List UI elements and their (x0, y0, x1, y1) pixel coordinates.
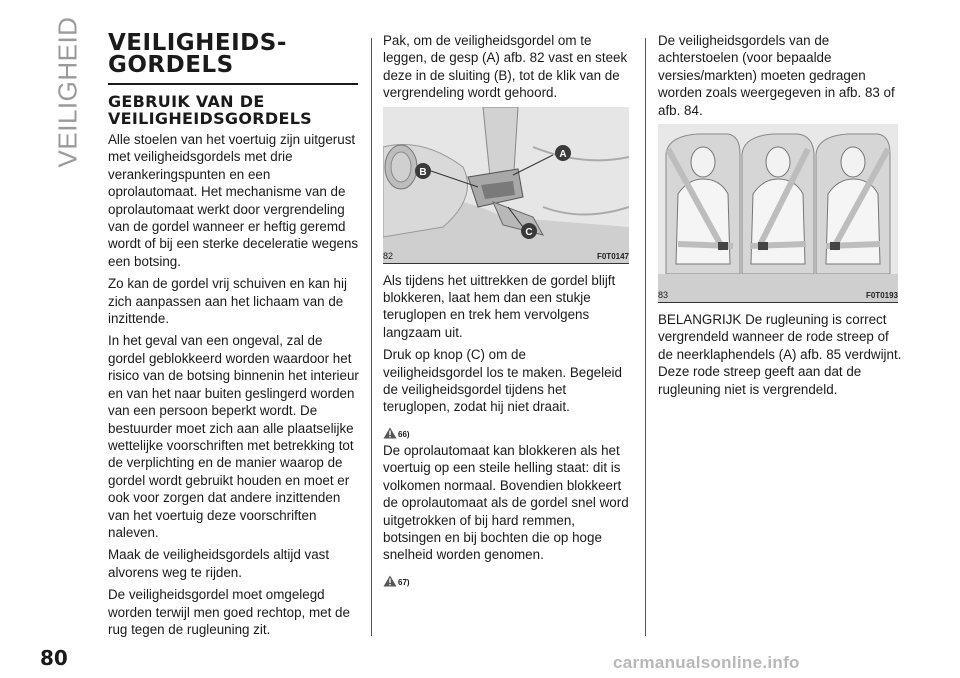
paragraph: Als tijdens het uittrekken de gordel blijft blokkeren, laat hem dan een stukje teruglopen en trek hem vervolgens langzaam uit. (383, 272, 616, 340)
section-side-tab-label: VEILIGHEID (52, 16, 83, 168)
page-title-line1: VEILIGHEIDS- (108, 30, 287, 56)
warning-ref-label: 67) (398, 577, 410, 587)
column-1 (108, 32, 360, 643)
section-heading-line1: GEBRUIK VAN DE (108, 92, 265, 111)
figure-code: F0T0147 (596, 251, 629, 261)
warning-triangle-icon (383, 427, 397, 439)
figure-number: 83 (658, 290, 669, 301)
paragraph: Maak de veiligheidsgordels altijd vast alvorens weg te rijden. (108, 547, 330, 580)
column-divider (645, 38, 646, 636)
callout-a-label: A (559, 148, 567, 160)
section-heading-line2: VEILIGHEIDSGORDELS (108, 109, 313, 128)
section-heading (108, 93, 360, 127)
warning-reference-67 (383, 569, 629, 587)
paragraph: De oprolautomaat kan blokkeren als het voertuig op een steile helling staat: dit is volkomen normaal. Bovendien blokkeert de oprolautomaat als de gordel snel word uitgetrokken of bij hard remmen, botsingen en bij bochten die op hoge snelheid worden genomen. (383, 442, 629, 563)
column-divider (371, 38, 372, 636)
figure-83 (658, 124, 898, 303)
rear-seats-illustration (658, 124, 898, 302)
page-title-line2: GORDELS (108, 52, 234, 78)
page-title (108, 32, 360, 76)
paragraph: Pak, om de veiligheidsgordel om te leggen, de gesp (A) afb. 82 vast en steek deze in de sluiting (B), tot de klik van de vergrendeling wordt gehoord. (383, 33, 628, 101)
warning-ref-label: 66) (398, 429, 410, 439)
page-number: 80 (40, 646, 68, 670)
watermark: carmanualsonline.info (613, 653, 800, 672)
title-rule (108, 83, 358, 85)
column-3 (658, 32, 904, 403)
paragraph: De veiligheidsgordel moet omgelegd worden terwijl men goed rechtop, met de rug tegen de rugleuning zit. (108, 587, 350, 637)
figure-82 (383, 107, 629, 264)
paragraph: In het geval van een ongeval, zal de gordel geblokkeerd worden waardoor het risico van de botsing binnenin het interieur en van het naar buiten geslingerd worden van een persoon beperkt wordt. De bestuurder moet zich aan alle plaatselijke wettelijke voorschriften met betrekking tot de verplichting en de manier waarop de gordel wordt gebruikt houden en moet er ook voor zorgen dat andere inzittenden van het voertuig deze voorschriften naleven. (108, 333, 359, 540)
callout-c-label: C (525, 226, 533, 238)
column-2 (383, 32, 629, 590)
paragraph: Zo kan de gordel vrij schuiven en kan hij zich aanpassen aan het lichaam van de inzittende. (108, 276, 347, 327)
paragraph: Alle stoelen van het voertuig zijn uitgerust met veiligheidsgordels met drie verankeringspunten en een oprolautomaat. Het mechanisme van de oprolautomaat werkt door vergrendeling van de gordel wanneer er heftig geremd wordt of bij een sterke deceleratie wegens een botsing. (108, 132, 359, 269)
warning-triangle-icon (383, 575, 397, 587)
figure-code: F0T0193 (865, 291, 898, 301)
figure-number: 82 (383, 250, 394, 261)
warning-reference-66 (383, 421, 629, 439)
section-side-tab (52, 16, 83, 168)
paragraph: Druk op knop (C) om de veiligheidsgordel los te maken. Begeleid de veiligheidsgordel tijdens het teruglopen, zodat hij niet draait. (383, 347, 622, 415)
seatbelt-buckle-illustration (383, 107, 629, 263)
paragraph: De veiligheidsgordels van de achterstoelen (voor bepaalde versies/markten) moeten gedragen worden zoals weergegeven in afb. 83 of afb. 84. (658, 33, 895, 118)
callout-b-label: B (419, 166, 427, 178)
paragraph: BELANGRIJK De rugleuning is correct vergrendeld wanneer de rode streep of de neerklaphendels (A) afb. 85 verdwijnt. Deze rode streep geeft aan dat de rugleuning niet is vergrendeld. (658, 312, 902, 397)
